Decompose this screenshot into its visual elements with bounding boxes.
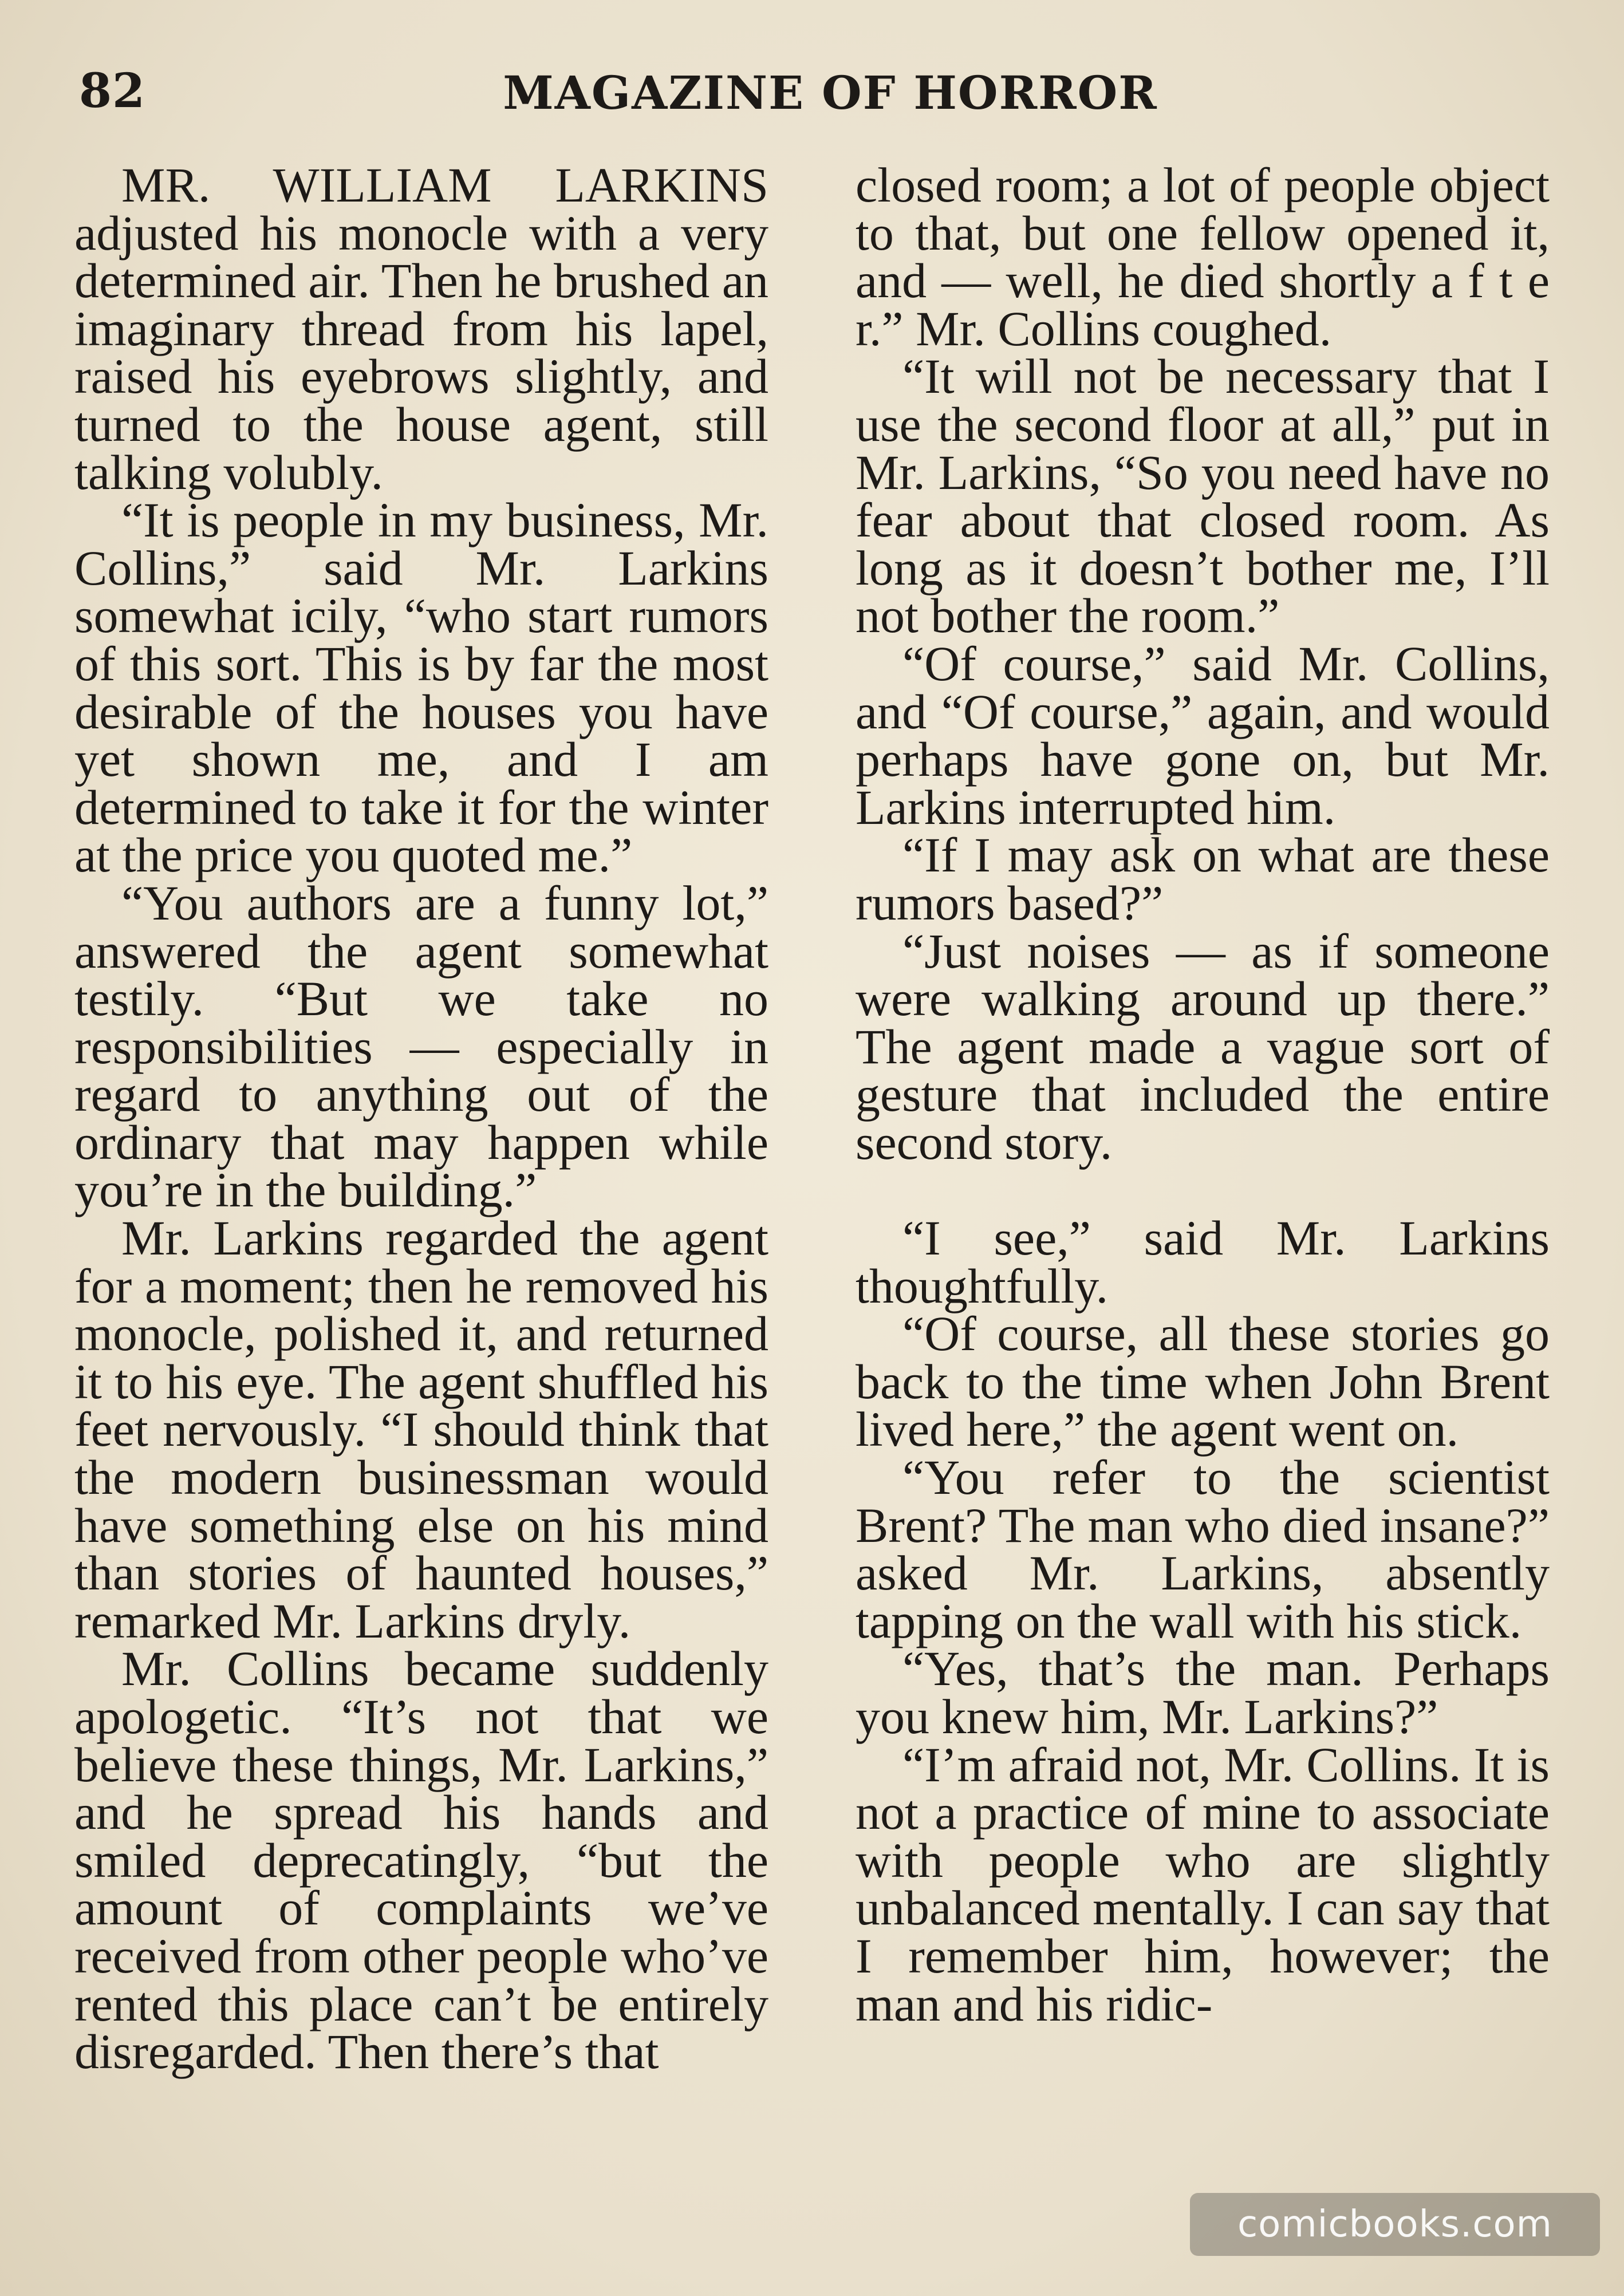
paragraph: “I’m afraid not, Mr. Collins. It is not a practice of mine to associate with people who are slightly unbalanced mentally. I can say that I remember him, however; the man and his ridic- (856, 1737, 1550, 2031)
page-number: 82 (79, 64, 146, 119)
watermark: comicbooks.com (1190, 2193, 1600, 2256)
text-column-left (74, 157, 768, 2080)
paragraph: “You refer to the scientist Brent? The man who died insane?” asked Mr. Larkins, absently tapping on the wall with his stick. (856, 1450, 1550, 1648)
paragraph: “It will not be necessary that I use the second floor at all,” put in Mr. Larkins, “So you need have no fear about that closed room. As long as it doesn’t bother me, I’ll not bother the room.” (856, 349, 1550, 644)
paragraph: “Just noises — as if someone were walking around up there.” The agent made a vague sort of gesture that included the entire second story. (856, 923, 1550, 1170)
paragraph: “Of course, all these stories go back to the time when John Brent lived here,” the agent went on. (856, 1306, 1550, 1457)
paragraph: closed room; a lot of people object to that, but one fellow opened it, and — well, he died shortly a f t e r.” Mr. Collins coughed. (856, 157, 1550, 356)
paragraph: Mr. Larkins regarded the agent for a moment; then he removed his monocle, polished it, and returned it to his eye. The agent shuffled his feet nervously. “I should think that the modern businessman would have something else on his mind than stories of haunted houses,” remarked Mr. Larkins dryly. (74, 1210, 768, 1648)
paragraph: “Yes, that’s the man. Perhaps you knew him, Mr. Larkins?” (856, 1641, 1550, 1744)
paragraph: “You authors are a funny lot,” answered the agent somewhat testily. “But we take no responsibilities — especially in regard to anything out of the ordinary that may happen while you’re in the building.” (74, 875, 768, 1218)
paragraph: “Of course,” said Mr. Collins, and “Of course,” again, and would perhaps have gone on, but Mr. Larkins interrupted him. (856, 636, 1550, 835)
paragraph: Mr. Collins became suddenly apologetic. “It’s not that we believe these things, Mr. Larkins,” and he spread his hands and smiled deprecatingly, “but the amount of complaints we’ve received from other people who’ve rented this place can’t be entirely disregarded. Then there’s that (74, 1641, 768, 2080)
magazine-title: MAGAZINE OF HORROR (503, 66, 1158, 120)
text-column-right (856, 157, 1550, 2031)
paragraph: “It is people in my business, Mr. Collins,” said Mr. Larkins somewhat icily, “who start rumors of this sort. This is by far the most desirable of the houses you have yet shown me, and I am determined to take it for the winter at the price you quoted me.” (74, 492, 768, 883)
paragraph: “I see,” said Mr. Larkins thoughtfully. (856, 1210, 1550, 1313)
paragraph: MR. WILLIAM LARKINS adjusted his monocle with a very determined air. Then he brushed an imaginary thread from his lapel, raised his eyebrows slightly, and turned to the house agent, still talking volubly. (74, 157, 768, 500)
paragraph: “If I may ask on what are these rumors based?” (856, 827, 1550, 930)
